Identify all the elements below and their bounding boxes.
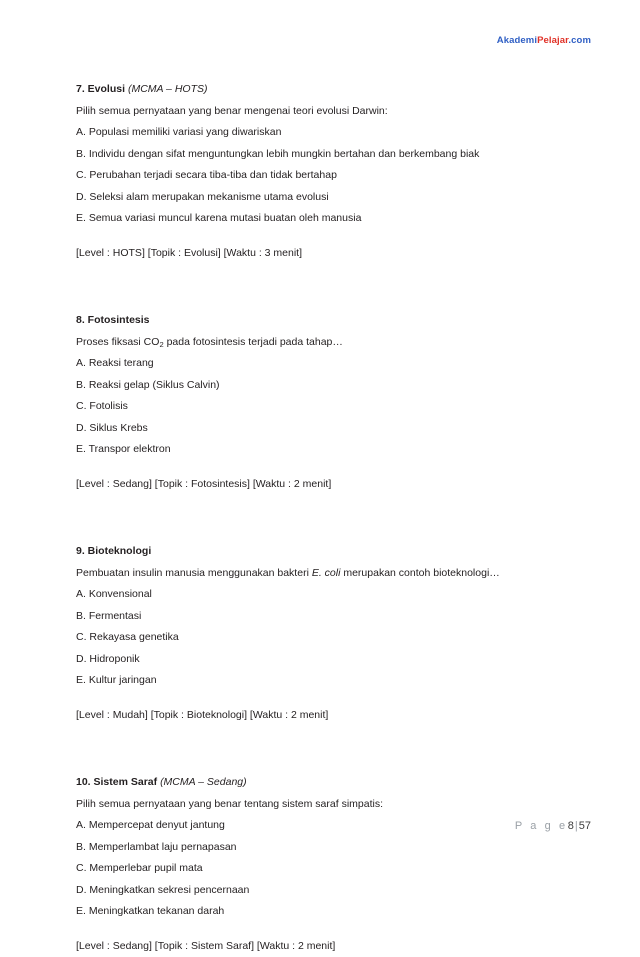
question-block-8 xyxy=(76,310,568,495)
question-option-7-c: C. Perubahan terjadi secara tiba-tiba dan tidak bertahap xyxy=(76,165,568,187)
question-stem-species-9: E. coli xyxy=(312,567,341,579)
question-stem-suffix-8: pada fotosintesis terjadi pada tahap… xyxy=(164,336,343,348)
question-heading-8 xyxy=(76,310,568,332)
question-stem-7 xyxy=(76,101,568,123)
question-option-10-e: E. Meningkatkan tekanan darah xyxy=(76,901,568,923)
brand-text-pelajar: Pelajar xyxy=(537,35,568,46)
question-stem-text-8: Proses fiksasi CO xyxy=(76,336,159,348)
question-option-8-c: C. Fotolisis xyxy=(76,396,568,418)
question-option-9-c: C. Rekayasa genetika xyxy=(76,627,568,649)
footer-total-pages: 57 xyxy=(579,820,591,832)
question-option-9-b: B. Fermentasi xyxy=(76,606,568,628)
question-option-7-a: A. Populasi memiliki variasi yang diwariskan xyxy=(76,122,568,144)
question-tag-10: (MCMA – Sedang) xyxy=(160,776,247,788)
question-stem-text-9: Pembuatan insulin manusia menggunakan bakteri xyxy=(76,567,312,579)
question-stem-text-7: Pilih semua pernyataan yang benar mengenai teori evolusi Darwin: xyxy=(76,105,388,117)
question-meta-10: [Level : Sedang] [Topik : Sistem Saraf] [Waktu : 2 menit] xyxy=(76,923,568,957)
question-option-9-a: A. Konvensional xyxy=(76,584,568,606)
footer-page-number: 8 xyxy=(568,820,574,832)
question-title-8: 8. Fotosintesis xyxy=(76,314,150,326)
question-meta-7: [Level : HOTS] [Topik : Evolusi] [Waktu : 3 menit] xyxy=(76,230,568,265)
brand-text-akademi: Akademi xyxy=(497,35,537,46)
footer-separator: | xyxy=(574,820,579,832)
question-stem-suffix-9: merupakan contoh bioteknologi… xyxy=(340,567,499,579)
brand-text-domain: .com xyxy=(568,35,591,46)
question-block-7 xyxy=(76,79,568,264)
question-option-10-b: B. Memperlambat laju pernapasan xyxy=(76,837,568,859)
question-stem-text-10: Pilih semua pernyataan yang benar tentang sistem saraf simpatis: xyxy=(76,798,383,810)
question-option-7-e: E. Semua variasi muncul karena mutasi buatan oleh manusia xyxy=(76,208,568,230)
question-option-10-d: D. Meningkatkan sekresi pencernaan xyxy=(76,880,568,902)
question-stem-8 xyxy=(76,332,568,354)
question-meta-9: [Level : Mudah] [Topik : Bioteknologi] [Waktu : 2 menit] xyxy=(76,692,568,727)
question-option-10-a: A. Mempercepat denyut jantung xyxy=(76,815,568,837)
question-heading-10 xyxy=(76,772,568,794)
question-option-9-d: D. Hidroponik xyxy=(76,649,568,671)
question-option-10-c: C. Memperlebar pupil mata xyxy=(76,858,568,880)
question-heading-7 xyxy=(76,79,568,101)
question-option-9-e: E. Kultur jaringan xyxy=(76,670,568,692)
question-title-7: 7. Evolusi xyxy=(76,83,125,95)
question-stem-10 xyxy=(76,794,568,816)
question-option-8-a: A. Reaksi terang xyxy=(76,353,568,375)
question-block-9 xyxy=(76,541,568,726)
question-tag-7: (MCMA – HOTS) xyxy=(128,83,208,95)
question-heading-9 xyxy=(76,541,568,563)
question-option-7-b: B. Individu dengan sifat menguntungkan lebih mungkin bertahan dan berkembang biak xyxy=(76,144,568,166)
site-brand-header xyxy=(497,36,591,46)
question-option-8-b: B. Reaksi gelap (Siklus Calvin) xyxy=(76,375,568,397)
question-option-8-e: E. Transpor elektron xyxy=(76,439,568,461)
question-stem-9 xyxy=(76,563,568,585)
question-option-7-d: D. Seleksi alam merupakan mekanisme utama evolusi xyxy=(76,187,568,209)
question-stem-subscript-8: 2 xyxy=(159,340,163,349)
question-block-10 xyxy=(76,772,568,957)
question-option-8-d: D. Siklus Krebs xyxy=(76,418,568,440)
footer-page-label: P a g e xyxy=(515,820,568,832)
question-title-10: 10. Sistem Saraf xyxy=(76,776,157,788)
question-meta-8: [Level : Sedang] [Topik : Fotosintesis] [Waktu : 2 menit] xyxy=(76,461,568,496)
page-footer xyxy=(0,820,591,833)
question-title-9: 9. Bioteknologi xyxy=(76,545,151,557)
